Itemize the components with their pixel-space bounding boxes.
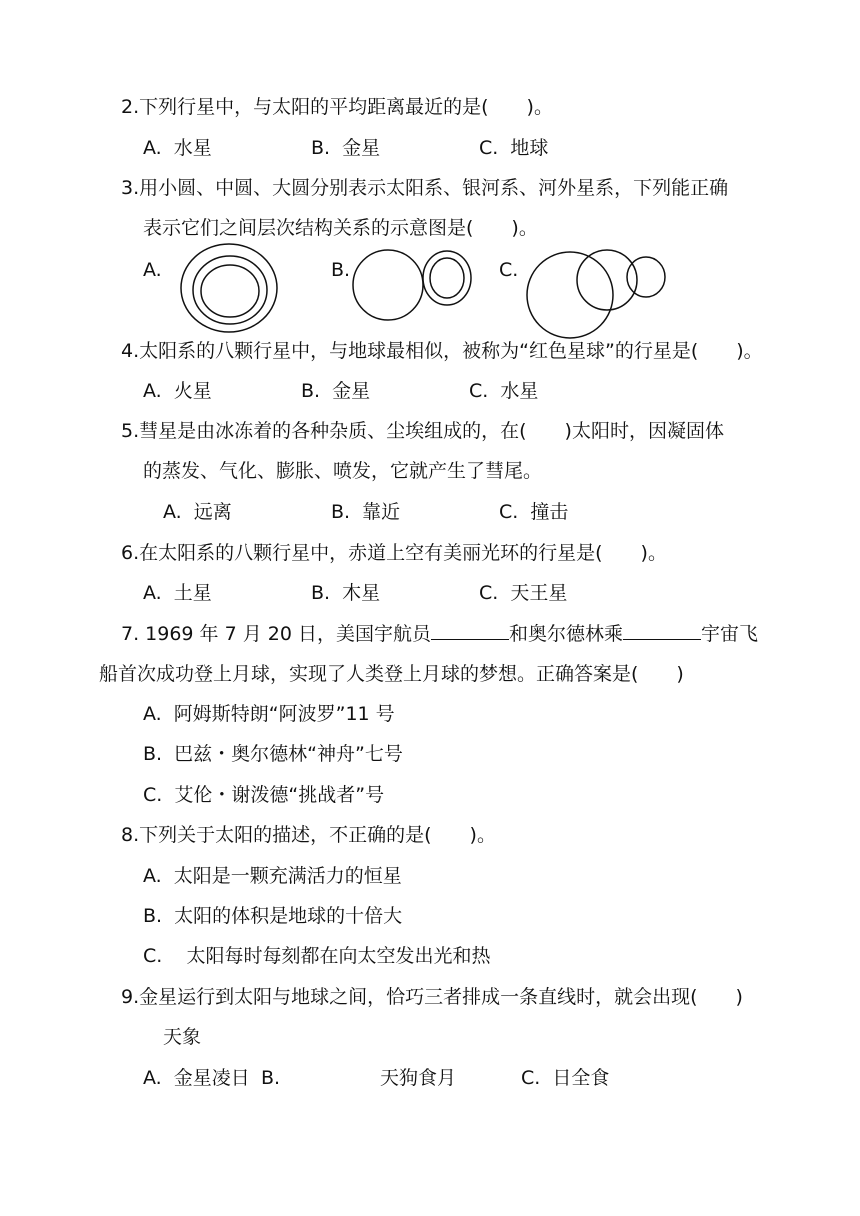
q6-option-a: A. 土星 bbox=[143, 582, 212, 604]
q4-option-a: A. 火星 bbox=[143, 380, 212, 402]
question-6-stem: 6.在太阳系的八颗行星中，赤道上空有美丽光环的行星是( )。 bbox=[121, 542, 667, 564]
q6-option-b: B. 木星 bbox=[311, 582, 381, 604]
question-3-stem-line2: 表示它们之间层次结构关系的示意图是( )。 bbox=[143, 217, 538, 239]
q3-diagram-b-separate-circles bbox=[350, 248, 476, 320]
q8-option-c: C. 太阳每时每刻都在向太空发出光和热 bbox=[143, 945, 491, 967]
circle-medium bbox=[193, 256, 267, 324]
q3-diagram-label-c: C. bbox=[499, 259, 519, 281]
question-5-stem-line1: 5.彗星是由冰冻着的各种杂质、尘埃组成的，在( )太阳时，因凝固体 bbox=[121, 420, 724, 442]
question-7-stem-line2: 船首次成功登上月球，实现了人类登上月球的梦想。正确答案是( ) bbox=[99, 663, 684, 685]
circle-large bbox=[353, 250, 423, 320]
q6-option-c: C. 天王星 bbox=[479, 582, 568, 604]
q5-option-a: A. 远离 bbox=[163, 501, 232, 523]
q8-option-a: A. 太阳是一颗充满活力的恒星 bbox=[143, 865, 402, 887]
q7-option-a: A. 阿姆斯特朗“阿波罗”11 号 bbox=[143, 703, 395, 725]
q3-diagram-label-a: A. bbox=[143, 259, 162, 281]
q9-option-b-text: 天狗食月 bbox=[380, 1067, 457, 1089]
question-9-stem-line1: 9.金星运行到太阳与地球之间，恰巧三者排成一条直线时，就会出现( ) bbox=[121, 986, 743, 1008]
question-4-stem: 4.太阳系的八颗行星中，与地球最相似，被称为“红色星球”的行星是( )。 bbox=[121, 340, 763, 362]
circle-large bbox=[527, 252, 613, 338]
question-2-stem: 2.下列行星中，与太阳的平均距离最近的是( )。 bbox=[121, 96, 553, 118]
question-3-stem-line1: 3.用小圆、中圆、大圆分别表示太阳系、银河系、河外星系，下列能正确 bbox=[121, 177, 729, 199]
question-5-stem-line2: 的蒸发、气化、膨胀、喷发，它就产生了彗尾。 bbox=[143, 460, 543, 482]
q7-blank-1 bbox=[431, 621, 509, 640]
circle-large bbox=[181, 244, 277, 332]
q3-diagram-a-concentric-circles bbox=[178, 242, 282, 336]
q7-option-b: B. 巴兹・奥尔德林“神舟”七号 bbox=[143, 743, 403, 765]
q3-diagram-label-b: B. bbox=[331, 259, 351, 281]
question-9-stem-line2: 天象 bbox=[163, 1026, 202, 1048]
q2-option-b: B. 金星 bbox=[311, 137, 381, 159]
q9-option-a: A. 金星凌日 bbox=[143, 1067, 250, 1089]
circle-small bbox=[430, 258, 464, 298]
q3-diagram-c-overlapping-circles bbox=[522, 250, 670, 340]
q4-option-c: C. 水星 bbox=[469, 380, 539, 402]
question-8-stem: 8.下列关于太阳的描述，不正确的是( )。 bbox=[121, 824, 496, 846]
q2-option-a: A. 水星 bbox=[143, 137, 212, 159]
q9-option-c: C. 日全食 bbox=[521, 1067, 610, 1089]
q7-option-c: C. 艾伦・谢泼德“挑战者”号 bbox=[143, 784, 385, 806]
circle-medium bbox=[577, 250, 637, 310]
q7-stem-part3: 宇宙飞 bbox=[701, 623, 759, 645]
q7-stem-part2: 和奥尔德林乘 bbox=[509, 623, 624, 645]
circle-small bbox=[201, 265, 259, 317]
q5-option-c: C. 撞击 bbox=[499, 501, 569, 523]
q4-option-b: B. 金星 bbox=[301, 380, 371, 402]
q8-option-b: B. 太阳的体积是地球的十倍大 bbox=[143, 905, 403, 927]
q7-blank-2 bbox=[623, 621, 701, 640]
q5-option-b: B. 靠近 bbox=[331, 501, 401, 523]
circle-small bbox=[627, 257, 665, 297]
q7-stem-part1: 7. 1969 年 7 月 20 日，美国宇航员 bbox=[121, 623, 431, 645]
question-7-stem-line1 bbox=[121, 621, 758, 646]
q2-option-c: C. 地球 bbox=[479, 137, 549, 159]
q9-option-b-letter: B. bbox=[261, 1067, 281, 1089]
